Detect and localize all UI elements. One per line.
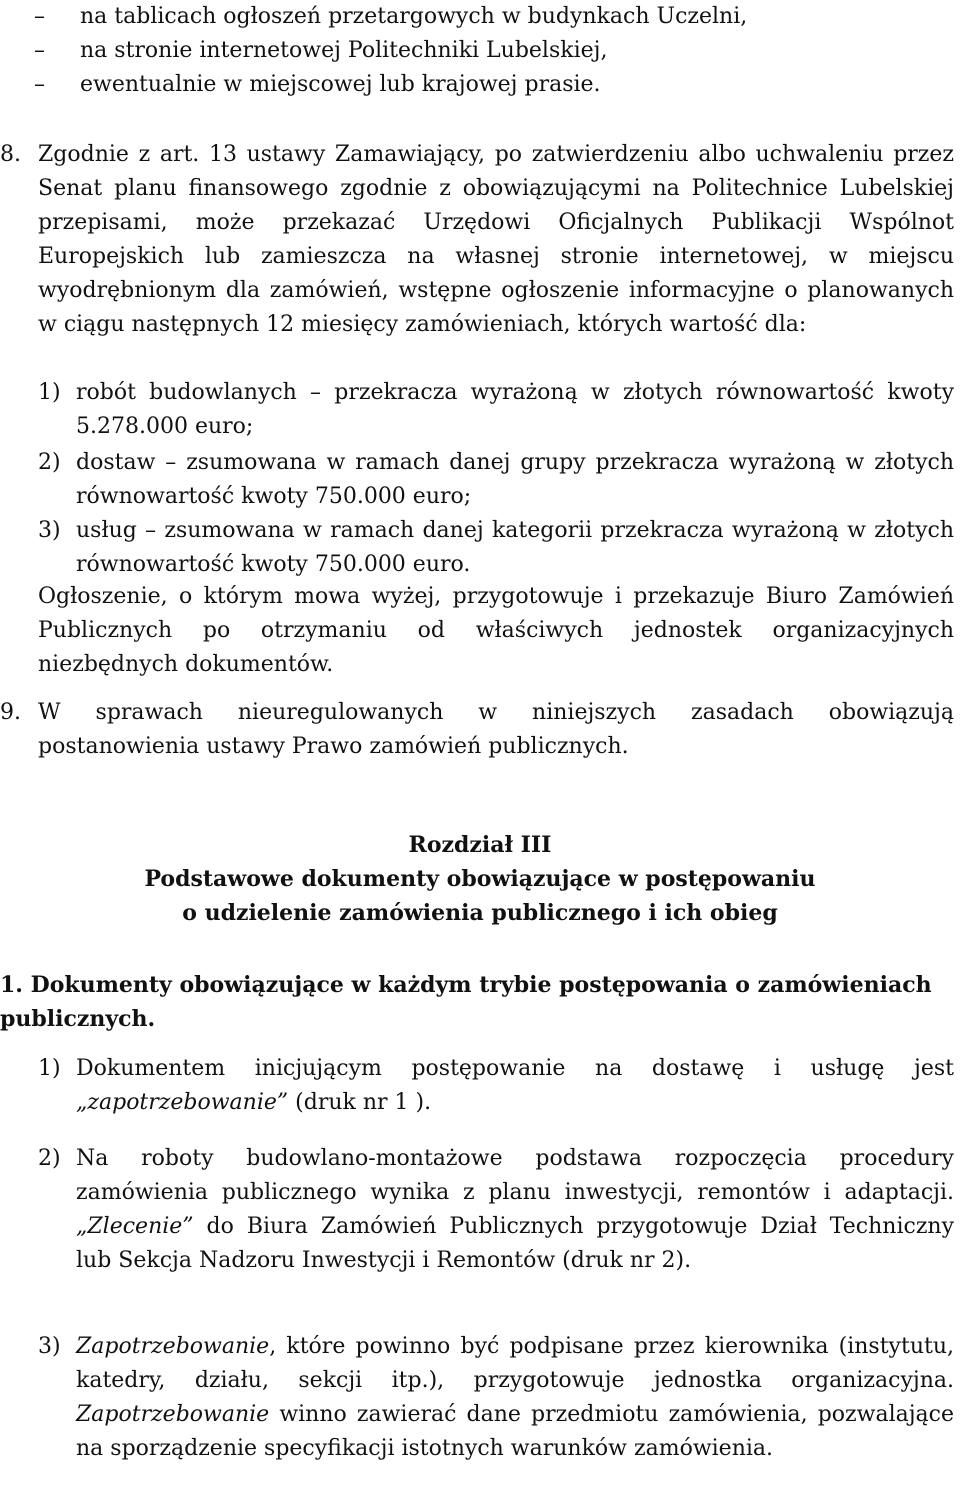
bullet-text: na stronie internetowej Politechniki Lubelskiej, xyxy=(80,38,608,63)
emphasis-text: Zapotrzebowanie xyxy=(76,1334,270,1359)
emphasis-text: Zapotrzebowanie xyxy=(76,1402,270,1427)
dash-marker: – xyxy=(34,72,45,97)
dash-marker: – xyxy=(34,4,45,29)
chapter-title: Rozdział III xyxy=(408,832,552,858)
section-heading: 1. Dokumenty obowiązujące w każdym trybie postępowania o zamówieniach publicznych. xyxy=(0,972,932,1032)
item-text: (druk nr 1 ). xyxy=(295,1090,432,1115)
list-item-text: usług – zsumowana w ramach danej kategorii przekracza wyrażoną w złotych równowartość kwoty 750.000 euro. xyxy=(76,518,954,577)
dash-marker: – xyxy=(34,38,45,63)
emphasis-text: „Zlecenie” xyxy=(76,1214,194,1239)
paragraph-8-closing: Ogłoszenie, o którym mowa wyżej, przygotowuje i przekazuje Biuro Zamówień Publicznych po otrzymaniu od właściwych jednostek organizacyjnych niezbędnych dokumentów. xyxy=(38,584,954,677)
bullet-text: na tablicach ogłoszeń przetargowych w budynkach Uczelni, xyxy=(80,4,748,29)
list-number: 2) xyxy=(38,450,61,475)
item-text: Na roboty budowlano-montażowe podstawa rozpoczęcia procedury zamówienia publicznego wynika z planu inwestycji, remontów i adaptacji. xyxy=(76,1146,954,1205)
chapter-subtitle-line2: o udzielenie zamówienia publicznego i ich obieg xyxy=(182,900,778,926)
list-number: 2) xyxy=(38,1146,61,1171)
item-text: Dokumentem inicjującym postępowanie na dostawę i usługę jest xyxy=(76,1056,954,1081)
list-item-text: dostaw – zsumowana w ramach danej grupy przekracza wyrażoną w złotych równowartość kwoty 750.000 euro; xyxy=(76,450,954,509)
bullet-item xyxy=(0,68,960,102)
paragraph-number: 9. xyxy=(0,700,21,725)
list-item-text xyxy=(76,1052,954,1120)
bullet-item xyxy=(0,0,960,34)
paragraph-9-text: W sprawach nieuregulowanych w niniejszych zasadach obowiązują postanowienia ustawy Prawo zamówień publicznych. xyxy=(38,700,954,759)
list-item-text: robót budowlanych – przekracza wyrażoną w złotych równowartość kwoty 5.278.000 euro; xyxy=(76,380,954,439)
item-text: winno zawierać dane przedmiotu zamówienia, pozwalające na sporządzenie specyfikacji istotnych warunków zamówienia. xyxy=(76,1402,954,1461)
emphasis-text: „zapotrzebowanie” xyxy=(76,1090,289,1115)
bullet-item xyxy=(0,34,960,68)
item-text: , które powinno być podpisane przez kierownika (instytutu, katedry, działu, sekcji itp.), przygotowuje jednostka organizacyjna. xyxy=(76,1334,954,1393)
list-number: 1) xyxy=(38,1056,61,1081)
bullet-text: ewentualnie w miejscowej lub krajowej prasie. xyxy=(80,72,601,97)
paragraph-8-text: Zgodnie z art. 13 ustawy Zamawiający, po zatwierdzeniu albo uchwaleniu przez Senat planu finansowego zgodnie z obowiązującymi na Politechnice Lubelskiej przepisami, może przekazać Urzędowi Oficjalnych Publikacji Wspólnot Europejskich lub zamieszcza na własnej stronie internetowej, w miejscu wyodrębnionym dla zamówień, wstępne ogłoszenie informacyjne o planowanych w ciągu następnych 12 miesięcy zamówieniach, których wartość dla: xyxy=(38,142,954,337)
list-item-text xyxy=(76,1330,954,1466)
list-number: 3) xyxy=(38,1334,61,1359)
list-number: 1) xyxy=(38,380,61,405)
list-number: 3) xyxy=(38,518,61,543)
list-item-text xyxy=(76,1142,954,1278)
chapter-subtitle-line1: Podstawowe dokumenty obowiązujące w postępowaniu xyxy=(144,866,816,892)
paragraph-number: 8. xyxy=(0,142,21,167)
item-text: do Biura Zamówień Publicznych przygotowuje Dział Techniczny lub Sekcja Nadzoru Inwestycji i Remontów (druk nr 2). xyxy=(76,1214,955,1273)
